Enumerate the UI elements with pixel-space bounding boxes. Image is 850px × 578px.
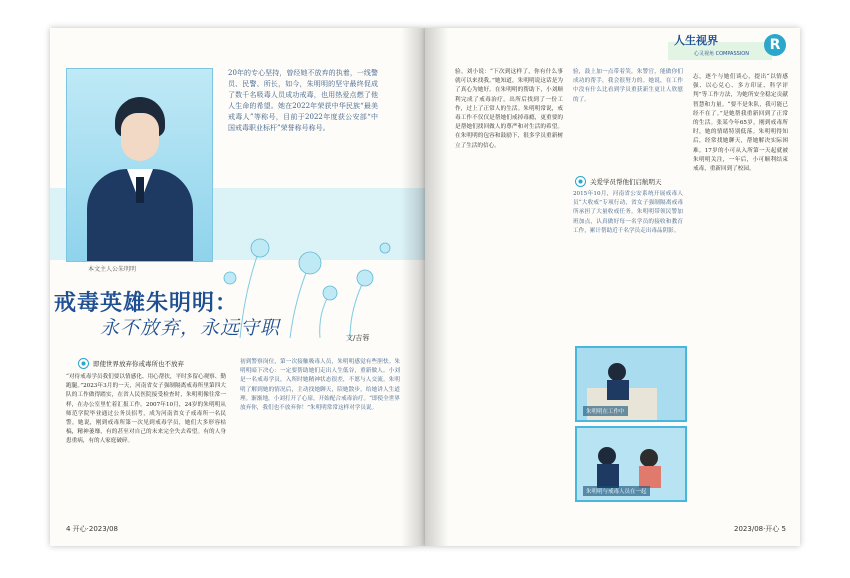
section-header — [668, 32, 786, 66]
body-column-2: 初到警察岗位，第一次接触吸毒人员，朱明明感觉有些胆怯。朱明明暗下决心：一定要帮助她们走出人生低谷，重新做人。小刘是一名戒毒学员，入所时她精神状态很差，不愿与人交流。朱明明了解到她的情况后，主动找她聊天，陪她散步，给她讲人生道理。渐渐地，小刘打开了心扉，开始配合戒毒治疗。“即使全世界放弃你，我们也不放弃你！”朱明明常常这样对学员说。 — [240, 359, 400, 412]
body-column-1: “对待戒毒学员我们要以情感化、用心帮扶，平时多留心观察、勤跑腿。”2023年3月的一天，河南省女子强制隔离戒毒所里第四大队的工作做得踏实，在省人民医院接受检查时，朱明明像往常一样，在办公室里忙着汇报工作。2007年10月，24岁的朱明明从师范学院毕业通过公务员招考，成为河南省女子戒毒所一名民警，她说，刚到戒毒所第一次见到戒毒学员，她们大多形容枯槁，精神萎靡，有的甚至对自己的未来完全失去希望。有的人身患重病，有的人家庭破碎。 — [66, 374, 226, 445]
section-heading-2 — [575, 176, 662, 187]
section-badge: R — [764, 34, 786, 56]
photo-caption-1: 朱明明在工作中 — [583, 406, 628, 416]
right-column-1: 验。刘小说：“下次到这样了，你有什么事就可以来找我。”她知道，朱明明说这话是为了真心为她好。在朱明明的帮助下，小刘顺利完成了戒毒治疗，出所后找到了一份工作，过上了正常人的生活。朱明明常说，戒毒工作不仅仅是帮她们戒掉毒瘾，更重要的是帮她们找回做人的尊严和对生活的希望。在朱明明的包容和鼓励下，很多学员重新树立了生活的信心。 — [455, 69, 563, 149]
section-heading-1 — [78, 358, 184, 369]
right-column-3: 志，逐个与她们谈心，提出“以情感强、以心兑心、多方印证、科学评判”等工作方法，为她所安全稳定贡献智慧和力量。“要不是朱队，我可能已经不在了。”是她帮我重新回到了正常的生活。张某今年65岁，刚到戒毒所时，她的情绪特别低落。朱明明得知后，经常找她聊天，帮她解决实际困难。17岁的小可从入所第一天起就被朱明明关注，一年后，小可顺利结束戒毒，重新回到了校园。 — [693, 74, 788, 173]
right-page — [425, 28, 800, 546]
photo-with-students — [575, 426, 687, 502]
photo-caption: 本文主人公朱明明 — [88, 266, 137, 273]
article-title: 戒毒英雄朱明明： — [54, 290, 239, 316]
flower-bullet-icon — [575, 176, 586, 187]
right-column-2: 验，鼓上加一点带着笑，朱警官，能做你们成功的帮手，我会很努力的。她说，在工作中没有什么比看到学员重获新生更让人欣慰的了。 — [573, 69, 683, 103]
photo-working — [575, 346, 687, 422]
byline: 文/吉蓉 — [346, 334, 370, 342]
page-folio-left: 4 开心·2023/08 — [66, 525, 118, 533]
portrait-photo — [66, 68, 213, 262]
intro-paragraph: 20年的专心坚持，曾经她不放弃的执着，一线警员、民警、所长，如今，朱明明的坚守最终促成了数千名吸毒人员成功戒毒，也用热爱点燃了他人生命的希望。她在2022年荣获中华民族“最美戒毒人”等称号，目前于2022年度获公安部“中国戒毒职业标杆”荣誉称号称号。 — [228, 69, 378, 132]
photo-caption-2: 朱明明与戒毒人员在一起 — [583, 486, 650, 496]
right-column-2b: 2015年10月，河南省公安系统开展戒毒人员“大收戒”专项行动，省女子强制隔离戒毒所承担了大量收戒任务。朱明明带领民警加班加点，认真做好每一名学员的接收和教育工作，累计帮助近千名学员走出毒品阴影。 — [573, 191, 683, 234]
section-header-subtitle: 心灵视角 COMPASSION — [694, 51, 749, 57]
flower-bullet-icon — [78, 358, 89, 369]
article-subtitle: 永不放弃，永远守职 — [100, 317, 281, 339]
section-header-title: 人生视界 — [674, 34, 718, 47]
section-heading-text: 关爱学员帮他们启航明天 — [590, 178, 662, 186]
left-page — [50, 28, 425, 546]
section-heading-text: 即使世界放弃你戒毒所也不放弃 — [93, 360, 184, 368]
page-folio-right: 2023/08·开心 5 — [734, 525, 786, 533]
